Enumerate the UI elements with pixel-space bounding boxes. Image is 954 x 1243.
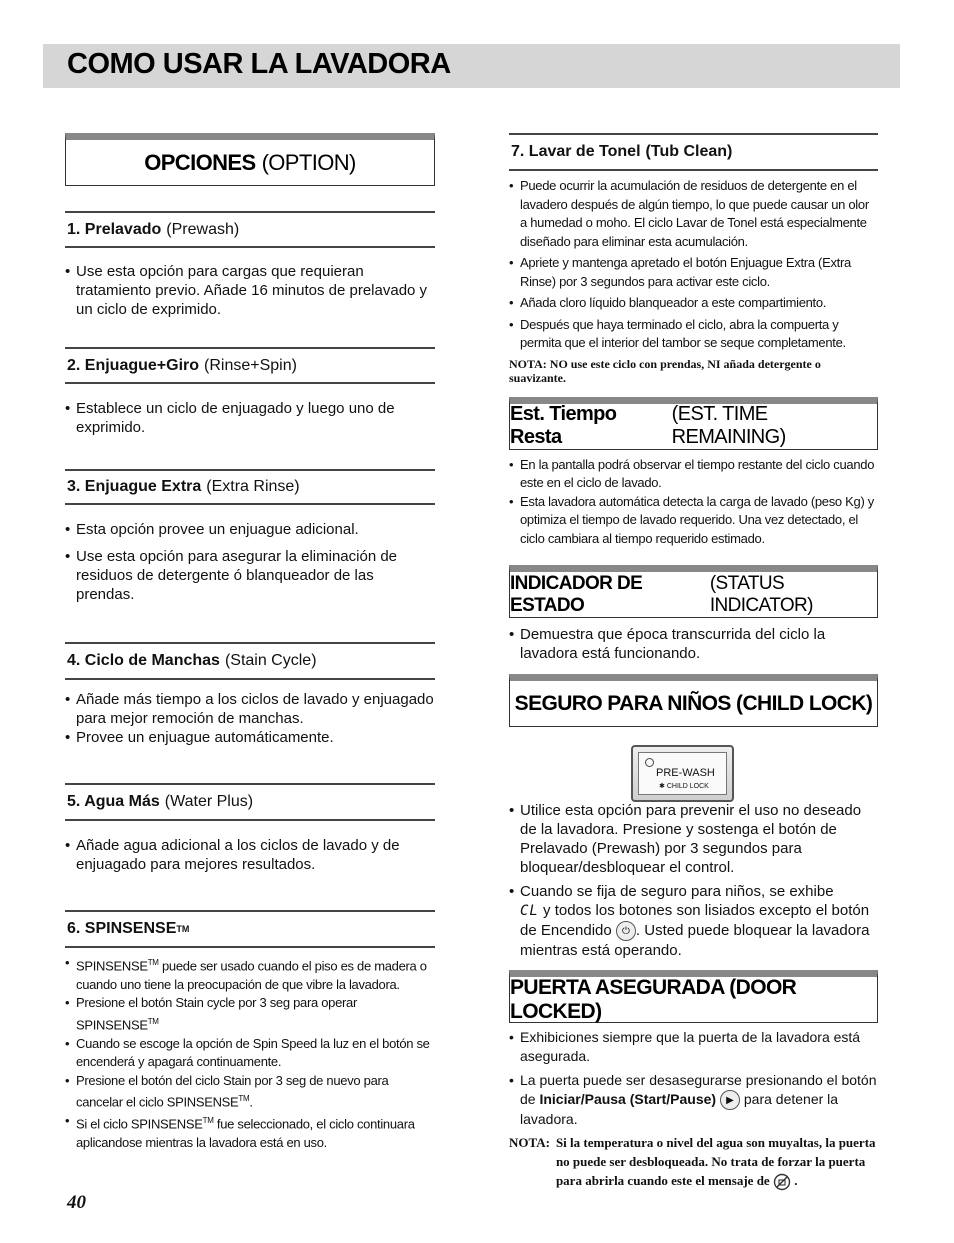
item-text: fue seleccionado, el ciclo continuara aplicandose mientras la lavadora está en uso.: [76, 1116, 415, 1150]
note-end: .: [794, 1173, 798, 1189]
note-text: Si la temperatura o nivel del agua son muyaltas, la puerta no puede ser desbloqueada. No trata de forzar la puerta para abrirla cuando este el mensaje de: [555, 1135, 876, 1189]
panel-sublabel: [659, 782, 709, 790]
page-number: 40: [67, 1192, 86, 1213]
list-item: • Exhibiciones siempre que la puerta de la lavadora está asegurada.: [509, 1028, 878, 1066]
trademark: TM: [176, 924, 190, 934]
list-item: • Añade agua adicional a los ciclos de lavado y de enjuagado para mejores resultados.: [65, 836, 435, 874]
spinsense-heading-bold: 6. SPINSENSE: [67, 920, 177, 937]
tub-clean-heading: [509, 133, 878, 171]
tub-clean-heading-normal: (Tub Clean): [645, 143, 733, 160]
est-time-heading: [509, 397, 878, 450]
list-item: • Provee un enjuague automáticamente.: [65, 728, 435, 747]
list-item: • Establece un ciclo de enjuagado y luego uno de exprimido.: [65, 399, 435, 437]
door-locked-heading: [509, 970, 878, 1023]
list-item: [509, 882, 878, 960]
status-indicator-heading-normal: (STATUS INDICATOR): [709, 572, 813, 616]
extra-rinse-heading: [65, 469, 435, 505]
right-column: [509, 133, 878, 1191]
start-pause-icon: ▶: [720, 1090, 740, 1110]
list-item: • Puede ocurrir la acumulación de residuos de detergente en el lavadero después de algún tiempo, lo que puede causar un olor a humedad o moho. El ciclo Lavar de Tonel está especialmente diseñado para eliminar esta acumulación.: [509, 177, 878, 251]
trademark: TM: [147, 1016, 159, 1026]
options-heading-normal: (OPTION): [261, 149, 356, 175]
est-time-list: [509, 456, 878, 549]
list-item: • Después que haya terminado el ciclo, abra la compuerta y permita que el interior del tambor se seque completamente.: [509, 316, 878, 353]
prewash-button-panel: [631, 745, 734, 802]
child-lock-heading: [509, 674, 878, 727]
panel-label: PRE-WASH: [656, 767, 715, 779]
list-item: [509, 1071, 878, 1129]
water-plus-heading: [65, 783, 435, 821]
power-icon: ⏻: [616, 921, 636, 941]
spinsense-list: [65, 954, 435, 1152]
list-item: [65, 1072, 435, 1112]
stain-cycle-heading-normal: (Stain Cycle): [224, 652, 317, 669]
rinse-spin-heading-bold: 2. Enjuague+Giro: [67, 356, 200, 374]
tub-clean-heading-bold: 7. Lavar de Tonel: [511, 143, 641, 160]
panel-sublabel-text: CHILD LOCK: [666, 783, 709, 790]
spinsense-heading: [65, 910, 435, 948]
list-item: • Añada cloro líquido blanqueador a este compartimiento.: [509, 294, 878, 313]
list-item: • Utilice esta opción para prevenir el uso no deseado de la lavadora. Presione y sostenga el botón de Prelavado (Prewash) por 3 segundos para bloquear/desbloquear el control.: [509, 801, 878, 877]
trademark: TM: [238, 1094, 250, 1104]
child-lock-list: [509, 801, 878, 960]
item-text: Presione el botón Stain cycle por 3 seg para operar SPINSENSE: [76, 995, 357, 1033]
left-column: [65, 133, 435, 1152]
stain-cycle-heading-bold: 4. Ciclo de Manchas: [67, 652, 220, 669]
title-bar: [43, 44, 900, 88]
extra-rinse-heading-bold: 3. Enjuague Extra: [67, 478, 202, 495]
prewash-list: [65, 262, 435, 319]
spinsense-text: SPINSENSE: [76, 958, 148, 974]
indicator-light-icon: [645, 758, 654, 767]
child-lock-heading-text: SEGURO PARA NIÑOS (CHILD LOCK): [514, 691, 873, 715]
trademark: TM: [147, 958, 159, 967]
start-pause-label: Iniciar/Pausa (Start/Pause): [539, 1091, 717, 1108]
extra-rinse-list: [65, 520, 435, 604]
tub-clean-list: [509, 177, 878, 353]
item-text: puede ser usado cuando el piso es de madera o cuando uno tiene la preocupación de que vibre la lavadora.: [76, 958, 427, 992]
note-label: NOTA:: [509, 1135, 550, 1151]
water-plus-list: [65, 836, 435, 874]
status-indicator-heading-bold: INDICADOR DE ESTADO: [510, 572, 643, 616]
door-locked-list: [509, 1028, 878, 1129]
rinse-spin-heading: [65, 347, 435, 384]
item-text: Cuando se fija de seguro para niños, se exhibe: [520, 883, 834, 900]
door-lock-message-icon: [773, 1173, 791, 1191]
water-plus-heading-normal: (Water Plus): [164, 793, 254, 810]
extra-rinse-heading-normal: (Extra Rinse): [206, 478, 300, 495]
est-time-heading-bold: Est. Tiempo Resta: [510, 403, 617, 448]
list-item: • Esta opción provee un enjuague adicional.: [65, 520, 435, 539]
note-body: [556, 1133, 878, 1191]
item-text: La puerta puede ser desasegurarse presionando el botón de: [520, 1072, 877, 1108]
asterisk-icon: ✱: [659, 783, 665, 790]
water-plus-heading-bold: 5. Agua Más: [67, 793, 160, 810]
item-text: Presione el botón del ciclo Stain por 3 seg de nuevo para cancelar el ciclo SPINSENSE: [76, 1072, 389, 1110]
list-item: [65, 994, 435, 1034]
status-indicator-heading: [509, 565, 878, 618]
prewash-heading: [65, 211, 435, 248]
prewash-heading-normal: (Prewash): [166, 220, 240, 238]
item-text: Si el ciclo SPINSENSE: [76, 1116, 203, 1132]
list-item: [65, 1112, 435, 1152]
cl-display-icon: CL: [520, 903, 539, 919]
trademark: TM: [202, 1115, 214, 1125]
stain-cycle-heading: [65, 642, 435, 680]
item-text: y todos los botones son lisiados excepto el botón de Encendido: [520, 902, 870, 939]
options-heading-bold: OPCIONES: [144, 149, 256, 175]
rinse-spin-heading-normal: (Rinse+Spin): [204, 356, 297, 374]
status-indicator-list: [509, 625, 878, 663]
list-item: • Esta lavadora automática detecta la carga de lavado (peso Kg) y optimiza el tiempo de lavado requerido. Una vez detectado, el ciclo cambiara al tiempo requerido estimado.: [509, 493, 878, 549]
list-item: • En la pantalla podrá observar el tiempo restante del ciclo cuando este en el ciclo de lavado.: [509, 456, 878, 493]
item-text: .: [249, 1094, 253, 1110]
prewash-heading-bold: 1. Prelavado: [67, 220, 162, 238]
tub-clean-note: NOTA: NO use este ciclo con prendas, NI añada detergente o suavizante.: [509, 356, 821, 385]
list-item: • Apriete y mantenga apretado el botón Enjuague Extra (Extra Rinse) por 3 segundos para activar este ciclo.: [509, 254, 878, 291]
rinse-spin-list: [65, 399, 435, 437]
list-item: • Use esta opción para asegurar la eliminación de residuos de detergente ó blanqueador de las prendas.: [65, 547, 435, 604]
est-time-heading-normal: (EST. TIME REMAINING): [671, 403, 786, 448]
item-text: . Usted puede bloquear la lavadora mientras está operando.: [520, 922, 870, 960]
door-locked-heading-text: PUERTA ASEGURADA (DOOR LOCKED): [510, 975, 797, 1023]
page-title: COMO USAR LA LAVADORA: [67, 48, 451, 80]
list-item: • Añade más tiempo a los ciclos de lavado y enjuagado para mejor remoción de manchas.: [65, 690, 435, 728]
options-heading: [65, 133, 435, 186]
list-item: • Cuando se escoge la opción de Spin Speed la luz en el botón se encenderá y apagará continuamente.: [65, 1035, 435, 1072]
door-locked-note: [509, 1133, 878, 1191]
panel-face: [638, 752, 727, 795]
item-text: para detener la lavadora.: [520, 1091, 839, 1128]
stain-cycle-list: [65, 690, 435, 747]
list-item: • Use esta opción para cargas que requieran tratamiento previo. Añade 16 minutos de prelavado y un ciclo de exprimido.: [65, 262, 435, 319]
list-item: [65, 954, 435, 994]
list-item: • Demuestra que época transcurrida del ciclo la lavadora está funcionando.: [509, 625, 878, 663]
